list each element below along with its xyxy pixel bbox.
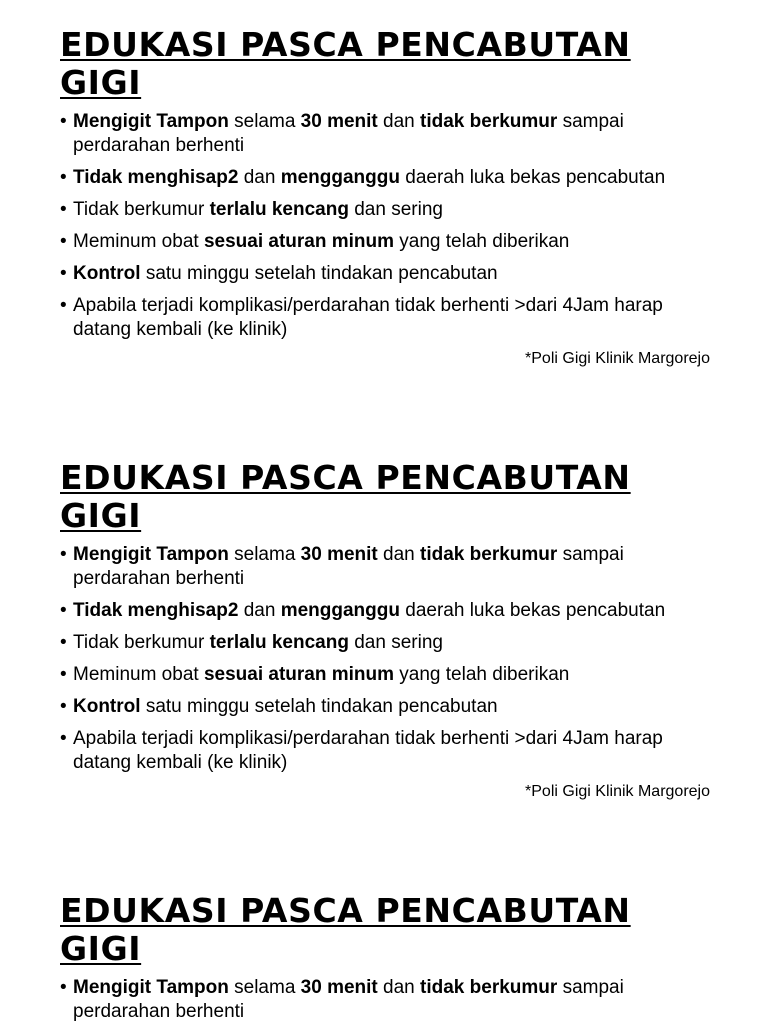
education-section-1 — [60, 26, 720, 368]
list-item: • Mengigit Tampon selama 30 menit dan tidak berkumur sampai perdarahan berhenti — [60, 543, 720, 591]
list-item: • Meminum obat sesuai aturan minum yang telah diberikan — [60, 663, 720, 687]
footnote-source: *Poli Gigi Klinik Margorejo — [525, 783, 710, 800]
education-section-3 — [60, 892, 720, 1032]
instruction-list — [60, 976, 720, 1024]
list-item: • Tidak berkumur terlalu kencang dan sering — [60, 198, 720, 222]
instruction-list — [60, 543, 720, 775]
section-title: EDUKASI PASCA PENCABUTAN GIGI — [60, 458, 631, 535]
list-item: • Tidak berkumur terlalu kencang dan sering — [60, 631, 720, 655]
footnote-source: *Poli Gigi Klinik Margorejo — [525, 350, 710, 367]
list-item: • Kontrol satu minggu setelah tindakan pencabutan — [60, 695, 720, 719]
list-item: • Tidak menghisap2 dan mengganggu daerah luka bekas pencabutan — [60, 599, 720, 623]
list-item: • Tidak menghisap2 dan mengganggu daerah luka bekas pencabutan — [60, 166, 720, 190]
list-item: • Kontrol satu minggu setelah tindakan pencabutan — [60, 262, 720, 286]
list-item: • Mengigit Tampon selama 30 menit dan tidak berkumur sampai perdarahan berhenti — [60, 110, 720, 158]
section-title: EDUKASI PASCA PENCABUTAN GIGI — [60, 25, 631, 102]
list-item: • Mengigit Tampon selama 30 menit dan tidak berkumur sampai perdarahan berhenti — [60, 976, 720, 1024]
list-item: • Apabila terjadi komplikasi/perdarahan tidak berhenti >dari 4Jam harap datang kembali (ke klinik) — [60, 294, 720, 342]
list-item: • Apabila terjadi komplikasi/perdarahan tidak berhenti >dari 4Jam harap datang kembali (ke klinik) — [60, 727, 720, 775]
list-item: • Meminum obat sesuai aturan minum yang telah diberikan — [60, 230, 720, 254]
education-section-2 — [60, 459, 720, 801]
instruction-list — [60, 110, 720, 342]
section-title: EDUKASI PASCA PENCABUTAN GIGI — [60, 891, 631, 968]
